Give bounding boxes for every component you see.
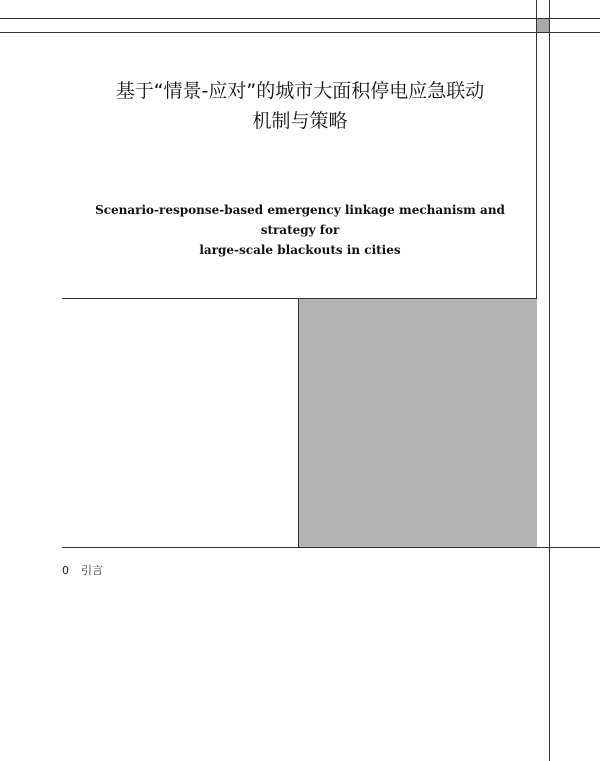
gray-info-block: [298, 299, 537, 547]
top-rule: [0, 18, 600, 19]
outer-margin-rule: [549, 0, 550, 761]
section-heading: [62, 562, 103, 578]
chinese-title-line-1: 基于“情景-应对”的城市大面积停电应急联动: [115, 80, 485, 102]
corner-mark: [537, 19, 549, 32]
chinese-title: [60, 76, 540, 136]
english-title: [80, 200, 520, 260]
header-rule: [0, 32, 600, 33]
english-title-line-2: large-scale blackouts in cities: [199, 243, 401, 257]
chinese-title-line-2: 机制与策略: [252, 110, 348, 132]
section-title: 引言: [81, 564, 103, 577]
abstract-bottom-rule: [62, 547, 600, 548]
english-title-line-1: Scenario-response-based emergency linkage mechanism and strategy for: [95, 203, 505, 237]
section-number: 0: [62, 564, 69, 577]
